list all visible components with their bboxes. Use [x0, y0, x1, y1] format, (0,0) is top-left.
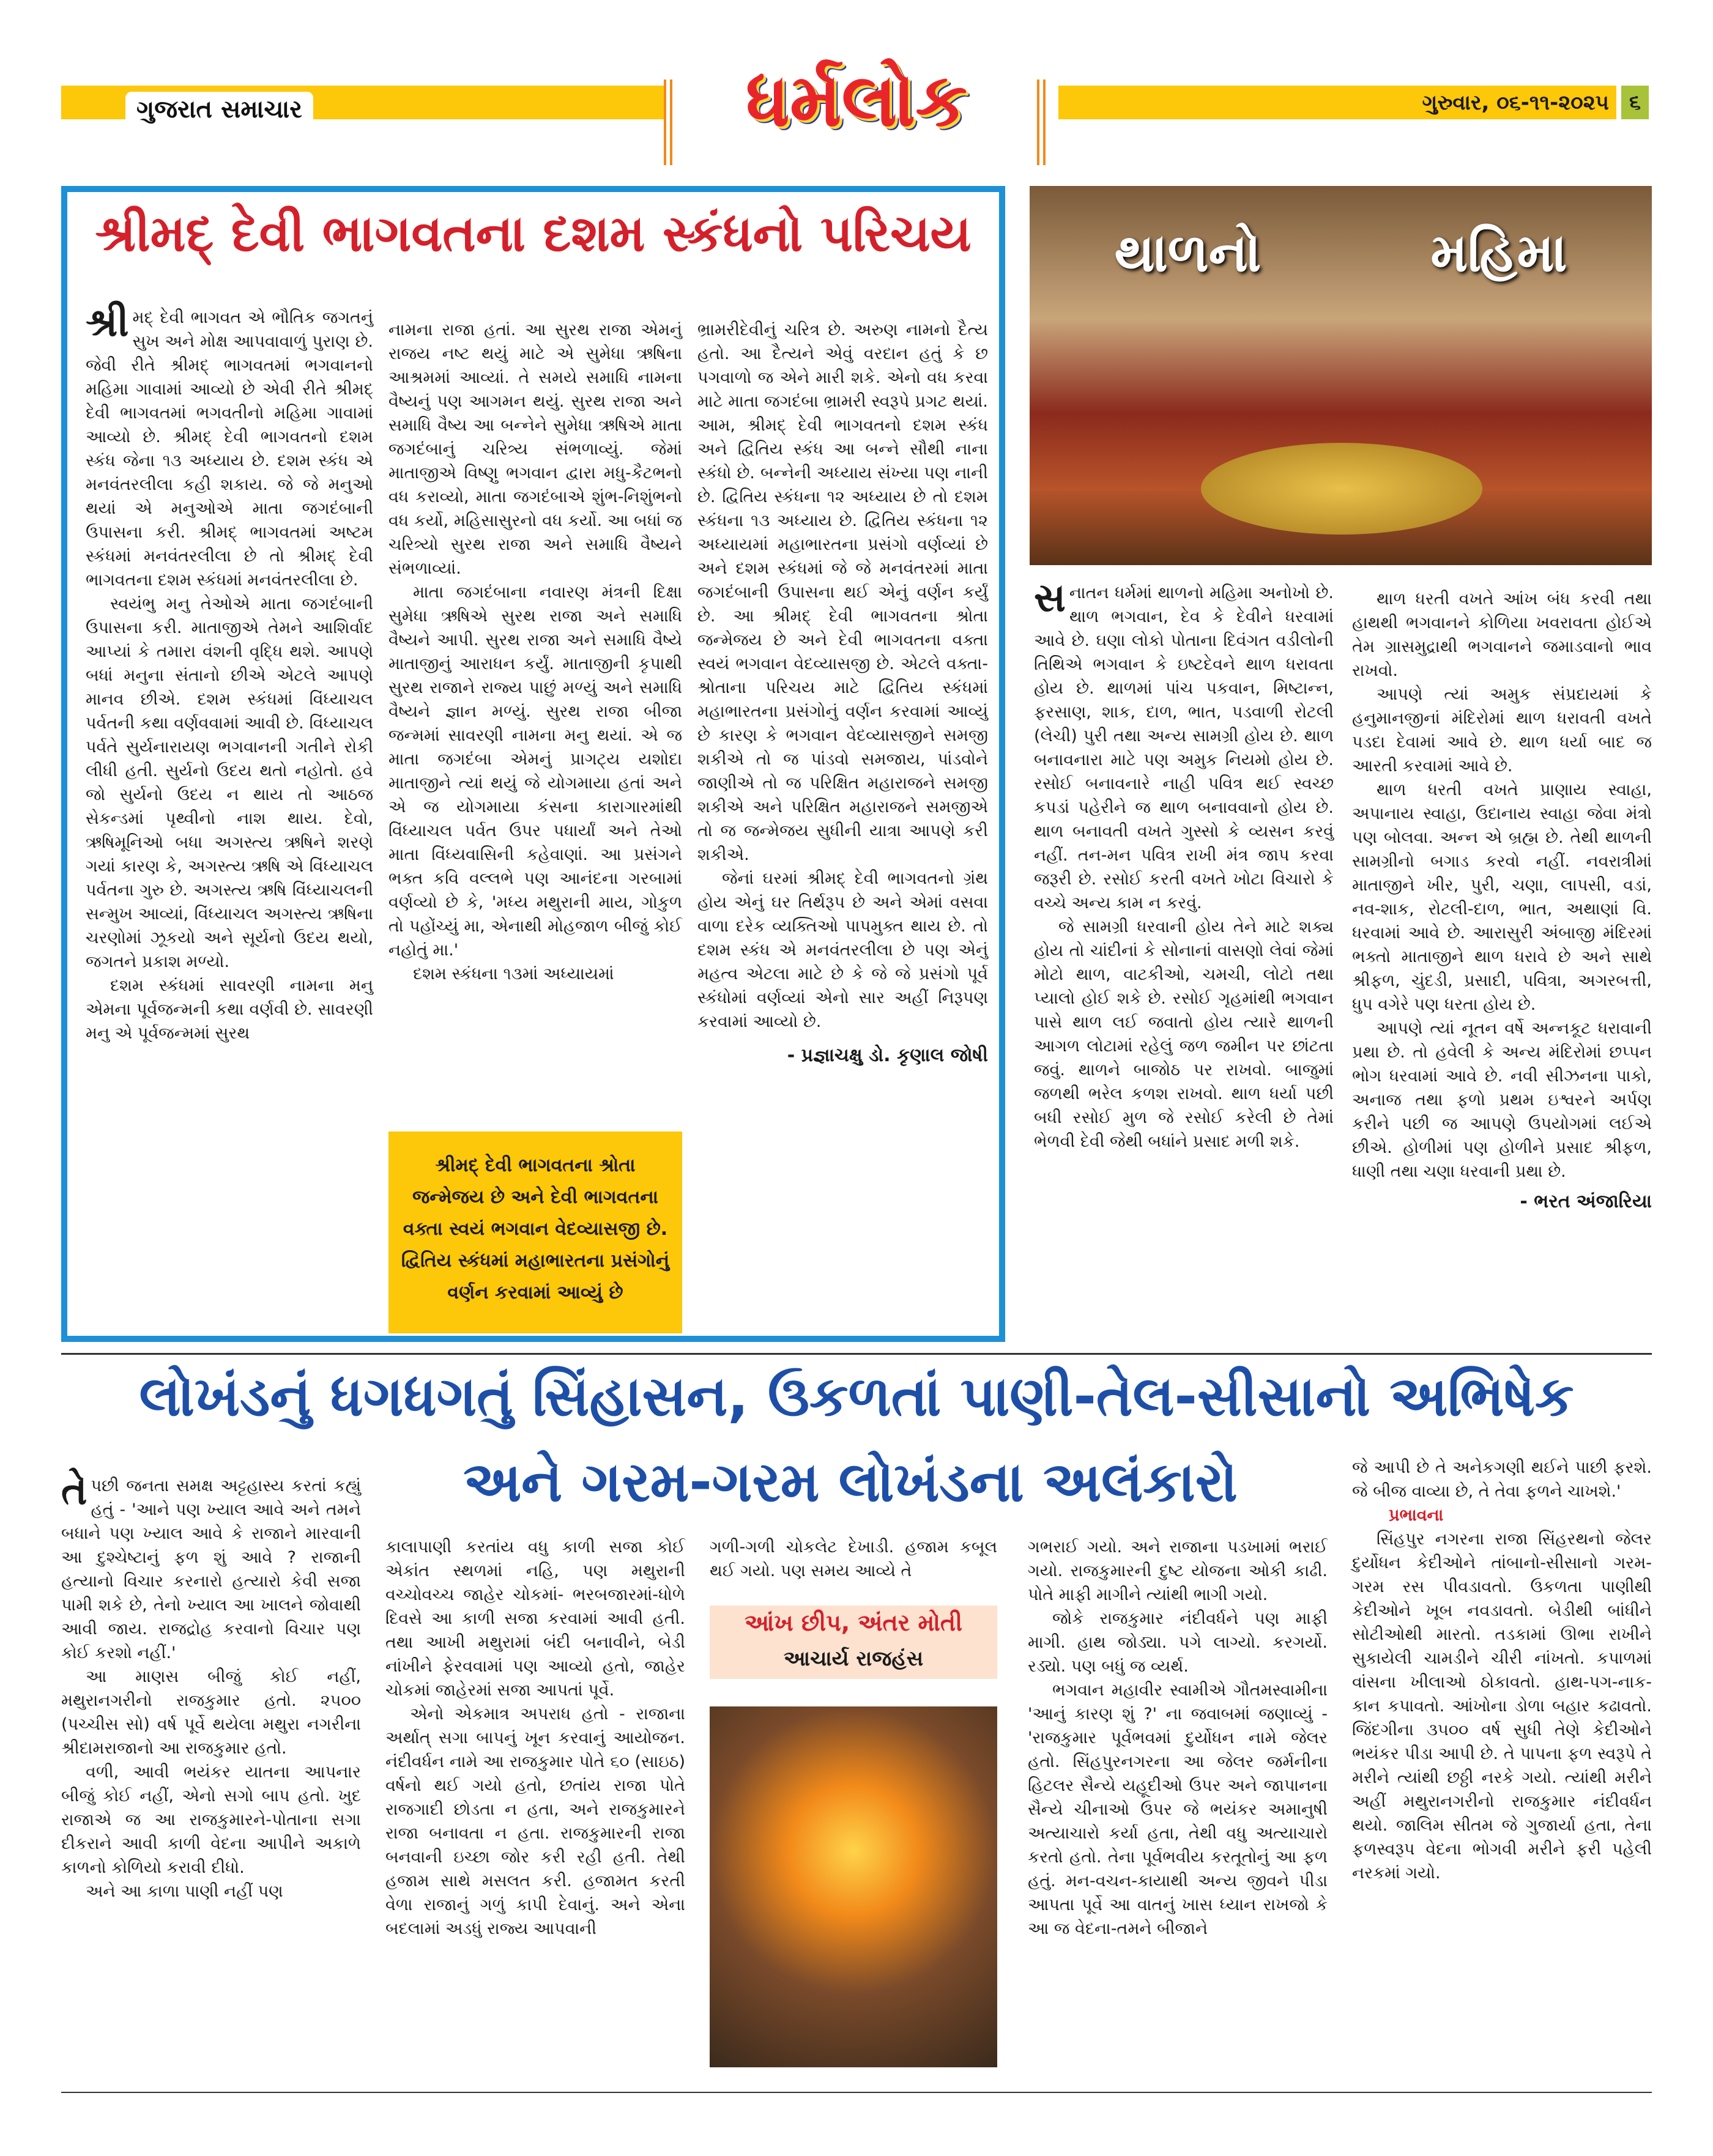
- thali-plate-image: [1201, 443, 1482, 535]
- decorative-divider: [1037, 80, 1046, 165]
- article3-column-4: ગભરાઈ ગયો. અને રાજાના પડખામાં ભરાઈ ગયો. રાજકુમારની દુષ્ટ યોજના ઓકી કાઢી. પોતે માફી માગીને ત્યાંથી ભાગી ગયો. જોકે રાજકુમાર નંદીવર્ધને પણ માફી માગી. હાથ જોડ્યા. પગે લાગ્યો. કરગર્યો. રડ્યો. પણ બધું જ વ્યર્થ. ભગવાન મહાવીર સ્વામીએ ગૌતમસ્વામીના 'આનું કારણ શું ?' ના જવાબમાં જણાવ્યું - 'રાજકુમાર પૂર્વભવમાં દુર્યોધન નામે જેલર હતો. સિંહપુરનગરના આ જેલર જર્મનીના હિટલર સૈન્યે યહૂદીઓ ઉપર અને જાપાનના સૈન્યે ચીનાઓ ઉપર જે ભયંકર અમાનુષી અત્યાચારો કર્યા હતા, તેથી વધુ અત્યાચારો કરતો હતો. તેના પૂર્વભવીય કરતૂતોનું આ ફળ હતું. મન-વચન-કાયાથી અન્ય જીવને પીડા આપતા પૂર્વે આ વાતનું ખાસ ધ્યાન રાખજો કે આ જ વેદના-તમને બીજાને: [1028, 1538, 1328, 1938]
- article3-column-3: ગળી-ગળી ચોકલેટ દેખાડી. હજામ કબૂલ થઈ ગયો. પણ સમય આવ્યે તે: [710, 1538, 997, 1580]
- subhead: પ્રભાવના: [1389, 1506, 1444, 1525]
- photo-title: થાળનો મહિમા: [1114, 223, 1567, 284]
- article3-column-2: કાલાપાણી કરતાંય વધુ કાળી સજા કોઈ એકાંત સ્થળમાં નહિ, પણ મથુરાની વચ્ચોવચ્ચ જાહેર ચોકમાં- ભરબજારમાં-ધોળે દિવસે આ કાળી સજા કરવામાં આવી હતી. તથા આખી મથુરામાં બંદી બનાવીને, બેડી નાંખીને ફેરવવામાં પણ આવ્યો હતો, જાહેર ચોકમાં જાહેરમાં સજા આપતાં પૂર્વે. એનો એકમાત્ર અપરાધ હતો - રાજાના અર્થાત્ સગા બાપનું ખૂન કરવાનું આયોજન. નંદીવર્ધન નામે આ રાજકુમાર પોતે ૬૦ (સાઇઠ) વર્ષનો થઈ ગયો હતો, છતાંય રાજા પોતે રાજગાદી છોડતા ન હતા, અને રાજકુમારને રાજા બનાવતા ન હતા. રાજકુમારની રાજા બનવાની ઇચ્છા જોર કરી રહી હતી. તેથી હજામ સાથે મસલત કરી. હજામત કરતી વેળા રાજાનું ગળું કાપી દેવાનું. અને એના બદલામાં અડધું રાજ્ય આપવાની: [385, 1538, 685, 1938]
- drop-cap: સ: [1034, 576, 1066, 621]
- issue-date: ગુરુવાર, ૦૬-૧૧-૨૦૨૫: [1422, 91, 1609, 115]
- article3-column-5: જે આપી છે તે અનેકગણી થઈને પાછી ફરશે. જે બીજ વાવ્યા છે, તે તેવા ફળને ચાખશે.' પ્રભાવના સિંહપુર નગરના રાજા સિંહરથનો જેલર દુર્યોધન કેદીઓને તાંબાનો-સીસાનો ગરમ-ગરમ રસ પીવડાવતો. ઉકળતા પાણીથી કેદીઓને ખૂબ નવડાવતો. બેડીથી બાંધીને સોટીઓથી મારતો. તડકામાં ઊભા રાખીને સુકાયેલી ચામડીને ચીરી નાંખતો. કપાળમાં વાંસના ખીલાઓ ઠોકાવતો. હાથ-પગ-નાક-કાન કપાવતો. આંખોના ડોળા બહાર કઢાવતો. જિંદગીના ૩૫૦૦ વર્ષ સુધી તેણે કેદીઓને ભયંકર પીડા આપી છે. તે પાપના ફળ સ્વરૂપે તે મરીને ત્યાંથી છઠ્ઠી નરકે ગયો. ત્યાંથી મરીને અહીં મથુરાનગરીનો રાજકુમાર નંદીવર્ધન થયો. જાલિમ સીતમ જે ગુજાર્યા હતા, તેના ફળસ્વરૂપ વેદના ભોગવી મરીને ફરી પહેલી નરકમાં ગયો.: [1352, 1458, 1652, 1883]
- drop-cap: તે: [61, 1469, 87, 1514]
- paper-name: ગુજરાત સમાચાર: [125, 92, 313, 127]
- pull-quote: શ્રીમદ્ દેવી ભાગવતના શ્રોતા જન્મેજય છે અને દેવી ભાગવતના વક્તા સ્વયં ભગવાન વેદવ્યાસજી છે. દ્વિતિય સ્કંધમાં મહાભારતના પ્રસંગોનું વર્ણન કરવામાં આવ્યું છે: [388, 1132, 682, 1333]
- page-number: ૬: [1621, 86, 1649, 119]
- article1-column-2: નામના રાજા હતાં. આ સુરથ રાજા એમનું રાજય નષ્ટ થયું માટે એ સુમેધા ઋષિના આશ્રમમાં આવ્યાં. તે સમયે સમાધિ નામના વૈષ્યનું પણ આગમન થયું. સુરથ રાજા અને સમાધિ વૈષ્ય આ બન્નેને સુમેધા ઋષિએ માતા જગદંબાનું ચરિત્ર્ય સંભળાવ્યું. જેમાં માતાજીએ વિષ્ણુ ભગવાન દ્વારા મધુ-કૈટભનો વધ કરાવ્યો, માતા જગદંબાએ શુંભ-નિશુંભનો વધ કર્યો, મહિસાસુરનો વધ કર્યો. આ બધાં જ ચરિત્ર્યો સુરથ રાજા અને સમાધિ વૈષ્યને સંભળાવ્યાં. માતા જગદંબાના નવારણ મંત્રની દિક્ષા સુમેધા ઋષિએ સુરથ રાજા અને સમાધિ વૈષ્યને આપી. સુરથ રાજા અને સમાધિ વૈષ્યે માતાજીનું આરાધન કર્યું. માતાજીની કૃપાથી સુરથ રાજાને રાજ્ય પાછું મળ્યું અને સમાધિ વૈષ્યને જ્ઞાન મળ્યું. સુરથ રાજા બીજા જન્મમાં સાવરણી નામના મનુ થયાં. એ જ માતા જગદંબા એમનું પ્રાગટ્ય યશોદા માતાજીને ત્યાં થયું જે યોગમાયા હતાં અને એ જ યોગમાયા કંસના કારાગારમાંથી વિંધ્યાચલ પર્વત ઉપર પધાર્યાં અને તેઓ માતા વિંધ્યવાસિની કહેવાણાં. આ પ્રસંગને ભક્ત કવિ વલ્લભે પણ આનંદના ગરબામાં વર્ણવ્યો છે કે, 'મધ્ય મથુરાની માય, ગોકુળ તો પહોંચ્યું મા, એનાથી મોહજાળ બીજું કોઈ નહોતું મા.' દશમ સ્કંધના ૧૩માં અધ્યાયમાં: [388, 320, 682, 984]
- jain-illustration-image: [710, 1706, 997, 2067]
- article2-column-1: સ નાતન ધર્મમાં થાળનો મહિમા અનોખો છે. થાળ ભગવાન, દેવ કે દેવીને ધરવામાં આવે છે. ઘણા લોકો પોતાના દિવંગત વડીલોની તિથિએ ભગવાન કે ઇષ્ટદેવને થાળ ધરાવતા હોય છે. થાળમાં પાંચ પકવાન, મિષ્ટાન્ન, ફરસાણ, શાક, દાળ, ભાત, પડવાળી રોટલી (લેચી) પુરી તથા અન્ય સામગ્રી હોય છે. થાળ બનાવનારા માટે પણ અમુક નિયમો હોય છે. રસોઈ બનાવનારે નાહી પવિત્ર થઈ સ્વચ્છ કપડાં પહેરીને જ થાળ બનાવવાનો હોય છે. થાળ બનાવતી વખતે ગુસ્સો કે વ્યસન કરવું નહીં. તન-મન પવિત્ર રાખી મંત્ર જાપ કરવા જરૂરી છે. રસોઈ કરતી વખતે ખોટા વિચારો કે વચ્ચે અન્ય કામ ન કરવું. જે સામગ્રી ધરવાની હોય તેને માટે શક્ય હોય તો ચાંદીનાં કે સોનાનાં વાસણો લેવાં જેમાં મોટો થાળ, વાટકીઓ, ચમચી, લોટો તથા પ્યાલો હોઈ શકે છે. રસોઈ ગૃહમાંથી ભગવાન પાસે થાળ લઈ જવાતો હોય ત્યારે થાળની આગળ લોટામાં રહેલું જળ જમીન પર છાંટતા જવું. થાળને બાજોઠ પર રાખવો. બાજુમાં જળથી ભરેલ કળશ રાખવો. થાળ ધર્યા પછી બધી રસોઈ મુળ જે રસોઈ કરેલી છે તેમાં ભેળવી દેવી જેથી બધાંને પ્રસાદ મળી શકે.: [1034, 576, 1334, 1151]
- section-logo: ધર્મલોક: [745, 58, 968, 143]
- column-header: [710, 1606, 997, 1671]
- bottom-rule: [61, 2092, 1652, 2093]
- article3-column-1: તે પછી જનતા સમક્ષ અટ્ટહાસ્ય કરતાં કહ્યું હતું - 'આને પણ ખ્યાલ આવે અને તમને બધાને પણ ખ્યાલ આવે કે રાજાને મારવાની આ દુશ્ચેષ્ટાનું ફળ શું આવે ? રાજાની હત્યાનો વિચાર કરનારો હત્યારો કેવી સજા પામી શકે છે, તેનો ખ્યાલ આ ખાલને જોવાથી આવી જાય. રાજદ્રોહ કરવાનો વિચાર પણ કોઈ કરશો નહીં.' આ માણસ બીજું કોઈ નહીં, મથુરાનગરીનો રાજકુમાર હતો. ૨૫૦૦ (પચ્ચીસ સો) વર્ષ પૂર્વે થયેલા મથુરા નગરીના શ્રીદામરાજાનો આ રાજકુમાર હતો. વળી, આવી ભયંકર યાતના આપનાર બીજું કોઈ નહીં, એનો સગો બાપ હતો. ખુદ રાજાએ જ આ રાજકુમારને-પોતાના સગા દીકરાને આવી કાળી વેદના આપીને અકાળે કાળનો કોળિયો કરાવી દીધો. અને આ કાળા પાણી નહીં પણ: [61, 1469, 361, 1901]
- article3-title-line2: અને ગરમ-ગરમ લોખંડના અલંકારો: [463, 1450, 1238, 1514]
- drop-cap: શ્રી: [86, 300, 129, 346]
- decorative-divider: [664, 80, 672, 165]
- article-title: શ્રીમદ્ દેવી ભાગવતના દશમ સ્કંધનો પરિચય: [95, 205, 972, 263]
- author-byline: - પ્રજ્ઞાચક્ષુ ડો. કૃણાલ જોષી: [787, 1045, 988, 1066]
- column-name: આંખ છીપ, અંતર મોતી: [745, 1609, 962, 1636]
- article1-column-3: ભ્રામરીદેવીનું ચરિત્ર છે. અરુણ નામનો દૈત્ય હતો. આ દૈત્યને એવું વરદાન હતું કે છ પગવાળો જ એને મારી શકે. એનો વધ કરવા માટે માતા જગદંબા ભ્રામરી સ્વરૂપે પ્રગટ થયાં. આમ, શ્રીમદ્ દેવી ભાગવતનો દશમ સ્કંધ અને દ્વિતિય સ્કંધ આ બન્ને સૌથી નાના સ્કંધો છે. બન્નેની અધ્યાય સંખ્યા પણ નાની છે. દ્વિતિય સ્કંધના ૧૨ અધ્યાય છે તો દશમ સ્કંધના ૧૩ અધ્યાય છે. દ્વિતિય સ્કંધના ૧૨ અધ્યાયમાં મહાભારતના પ્રસંગો વર્ણવ્યાં છે અને દશમ સ્કંધમાં જે જે મનવંતરમાં માતા જગદંબાની ઉપાસના થઈ એનું વર્ણન કર્યું છે. આ શ્રીમદ્ દેવી ભાગવતના શ્રોતા જન્મેજય છે અને દેવી ભાગવતના વક્તા સ્વયં ભગવાન વેદવ્યાસજી છે. એટલે વક્તા-શ્રોતાના પરિચય માટે દ્વિતિય સ્કંધમાં મહાભારતના પ્રસંગોનું વર્ણન કરવામાં આવ્યું છે કારણ કે ભગવાન વેદવ્યાસજીને સમજી શકીએ તો જ પાંડવો સમજાય, પાંડવોને જાણીએ તો જ પરિક્ષિત મહારાજને સમજી શકીએ અને પરિક્ષિત મહારાજને સમજીએ તો જ જન્મેજય સુધીની યાત્રા આપણે કરી શકીએ. જેનાં ઘરમાં શ્રીમદ્ દેવી ભાગવતનો ગ્રંથ હોય એનું ઘર તિર્થરૂપ છે અને એમાં વસવા વાળા દરેક વ્યક્તિઓ પાપમુક્ત થાય છે. તો દશમ સ્કંધ એ મનવંતરલીલા છે પણ એનું મહત્વ એટલા માટે છે કે જે જે પ્રસંગો પૂર્વ સ્કંધોમાં વર્ણવ્યાં એનો સાર અહીં નિરૂપણ કરવામાં આવ્યો છે. - પ્રજ્ઞાચક્ષુ ડો. કૃણાલ જોષી: [697, 320, 988, 1066]
- author-byline: આચાર્ય રાજહંસ: [783, 1647, 924, 1671]
- article3-title-line1: લોખંડનું ધગધગતું સિંહાસન, ઉકળતાં પાણી-તેલ-સીસાનો અભિષેક: [139, 1365, 1574, 1429]
- thal-photo: [1030, 186, 1652, 565]
- article1-column-1: શ્રી મદ્ દેવી ભાગવત એ ભૌતિક જગતનું સુખ અને મોક્ષ આપવાવાળું પુરાણ છે. જેવી રીતે શ્રીમદ્ ભાગવતમાં ભગવાનનો મહિમા ગાવામાં આવ્યો છે એવી રીતે શ્રીમદ્ દેવી ભાગવતમાં ભગવતીનો મહિમા ગાવામાં આવ્યો છે. શ્રીમદ્ દેવી ભાગવતનો દશમ સ્કંધ જેના ૧૩ અધ્યાય છે. દશમ સ્કંધ એ મનવંતરલીલા કહી શકાય. જે જે મનુઓ થયાં એ મનુઓએ માતા જગદંબાની ઉપાસના કરી. શ્રીમદ્ ભાગવતમાં અષ્ટમ સ્કંધમાં મનવંતરલીલા છે તો શ્રીમદ્ દેવી ભાગવતના દશમ સ્કંધમાં મનવંતરલીલા છે. સ્વયંભુ મનુ તેઓએ માતા જગદંબાની ઉપાસના કરી. માતાજીએ તેમને આશિર્વાદ આપ્યાં કે તમારા વંશની વૃદ્ધિ થશે. આપણે બધાં મનુના સંતાનો છીએ એટલે આપણે માનવ છીએ. દશમ સ્કંધમાં વિંધ્યાચલ પર્વતની કથા વર્ણવવામાં આવી છે. વિંધ્યાચલ પર્વતે સુર્યનારાયણ ભગવાનની ગતીને રોકી લીધી હતી. સુર્યનો ઉદય થતો નહોતો. હવે જો સુર્યનો ઉદય ન થાય તો આઠજ સેકન્ડમાં પૃથ્વીનો નાશ થાય. દેવો, ઋષિમૂનિઓ બધા અગસ્ત્ય ઋષિને શરણે ગયાં કારણ કે, અગસ્ત્ય ઋષિ એ વિંધ્યાચલ પર્વતના ગુરુ છે. અગસ્ત્ય ઋષિ વિંધ્યાચલની સન્મુખ આવ્યાં, વિંધ્યાચલ અગસ્ત્ય ઋષિના ચરણોમાં ઝૂકયો અને સૂર્યનો ઉદય થયો, જગતને પ્રકાશ મળ્યો. દશમ સ્કંધમાં સાવરણી નામના મનુ એમના પૂર્વજન્મની કથા વર્ણવી છે. સાવરણી મનુ એ પૂર્વજન્મમાં સુરથ: [86, 300, 373, 1043]
- article2-column-2: થાળ ધરતી વખતે આંખ બંધ કરવી તથા હાથથી ભગવાનને કોળિયા ખવરાવતા હોઈએ તેમ ગ્રાસમુદ્રાથી ભગવાનને જમાડવાનો ભાવ રાખવો. આપણે ત્યાં અમુક સંપ્રદાયમાં કે હનુમાનજીનાં મંદિરોમાં થાળ ધરાવતી વખતે પડદા દેવામાં આવે છે. થાળ ધર્યા બાદ જ આરતી કરવામાં આવે છે. થાળ ધરતી વખતે પ્રાણાય સ્વાહા, અપાનાય સ્વાહા, ઉદાનાય સ્વાહા જેવા મંત્રો પણ બોલવા. અન્ન એ બ્રહ્મ છે. તેથી થાળની સામગ્રીનો બગાડ કરવો નહીં. નવરાત્રીમાં માતાજીને ખીર, પુરી, ચણા, લાપસી, વડાં, નવ-શાક, રોટલી-દાળ, ભાત, અથાણાં વિ. ધરવામાં આવે છે. આરાસુરી અંબાજી મંદિરમાં ભક્તો માતાજીને થાળ ધરાવે છે અને સાથે શ્રીફળ, ચુંદડી, પ્રસાદી, પવિત્રા, અગરબત્તી, ધુપ વગેરે પણ ધરતા હોય છે. આપણે ત્યાં નૂતન વર્ષે અન્નકૂટ ધરાવાની પ્રથા છે. તો હવેલી કે અન્ય મંદિરોમાં છપ્પન ભોગ ધરવામાં આવે છે. નવી સીઝનના પાકો, અનાજ તથા ફળો પ્રથમ ઇશ્વરને અર્પણ કરીને પછી જ આપણે ઉપયોગમાં લઈએ છીએ. હોળીમાં પણ હોળીને પ્રસાદ શ્રીફળ, ધાણી તથા ચણા ધરવાની પ્રથા છે. - ભરત અંજારિયા: [1352, 590, 1652, 1212]
- author-byline: - ભરત અંજારિયા: [1520, 1191, 1652, 1212]
- section-divider: [61, 1353, 1652, 1355]
